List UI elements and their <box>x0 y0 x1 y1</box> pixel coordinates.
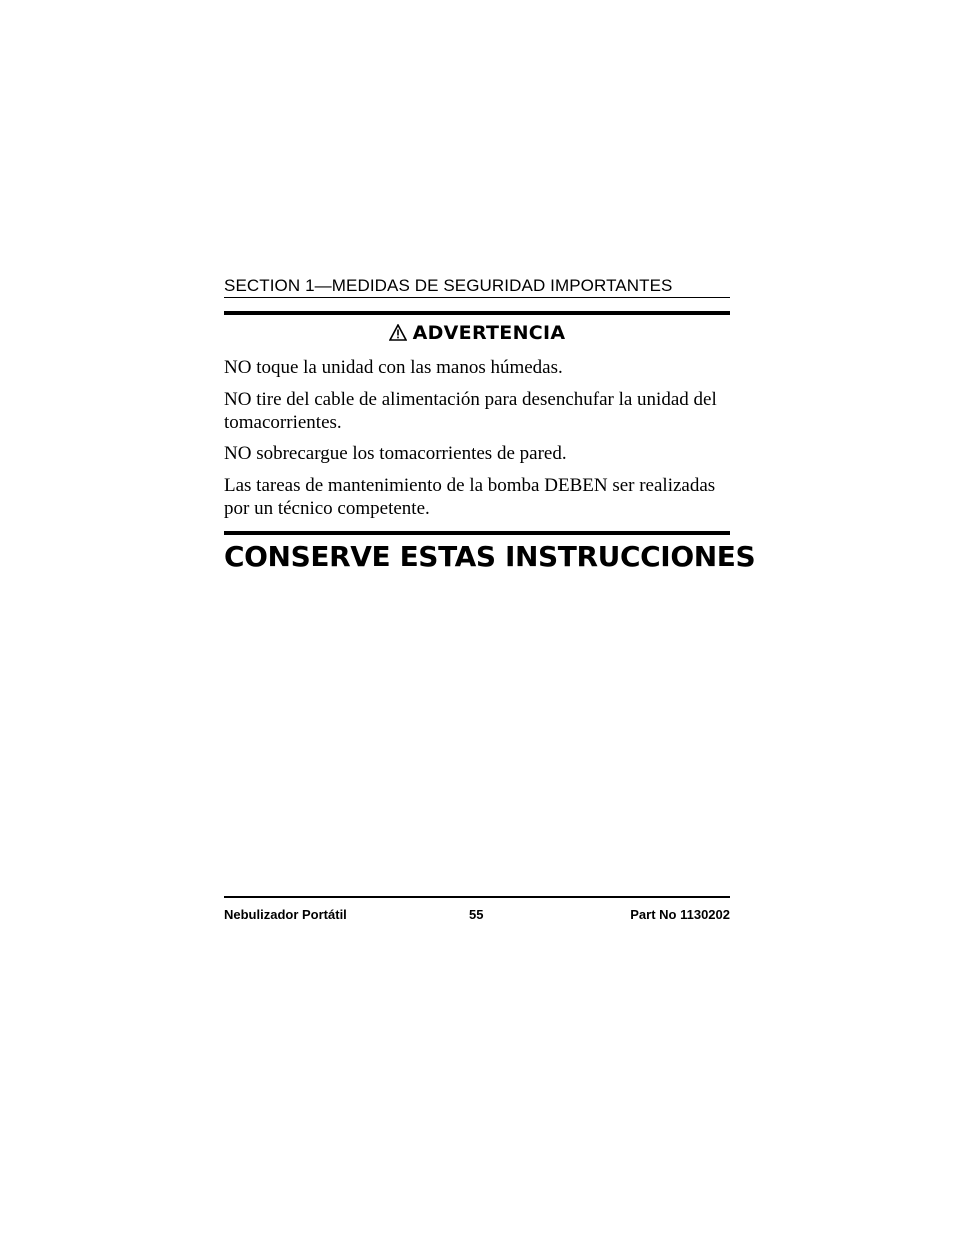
warning-heading <box>224 320 730 348</box>
footer-rule <box>224 896 730 898</box>
warning-triangle-icon <box>389 322 407 348</box>
warning-paragraph: NO tire del cable de alimentación para desenchufar la unidad del tomacorrientes. <box>224 389 717 433</box>
section-header: SECTION 1—MEDIDAS DE SEGURIDAD IMPORTANTES <box>224 275 730 298</box>
footer-product-name: Nebulizador Portátil <box>224 907 347 922</box>
conserve-instructions-heading: CONSERVE ESTAS INSTRUCCIONES <box>224 540 756 573</box>
footer-part-number: Part No 1130202 <box>630 907 730 922</box>
footer-page-number: 55 <box>469 907 484 922</box>
warning-heading-text: ADVERTENCIA <box>412 322 566 344</box>
document-page <box>224 0 756 1235</box>
warning-bottom-rule <box>224 531 730 535</box>
warning-paragraph: NO toque la unidad con las manos húmedas. <box>224 357 563 378</box>
warning-top-rule <box>224 311 730 315</box>
warning-paragraph: NO sobrecargue los tomacorrientes de pared. <box>224 443 567 464</box>
page-footer <box>224 906 730 926</box>
warning-paragraph: Las tareas de mantenimiento de la bomba DEBEN ser realizadas por un técnico competente. <box>224 475 716 519</box>
